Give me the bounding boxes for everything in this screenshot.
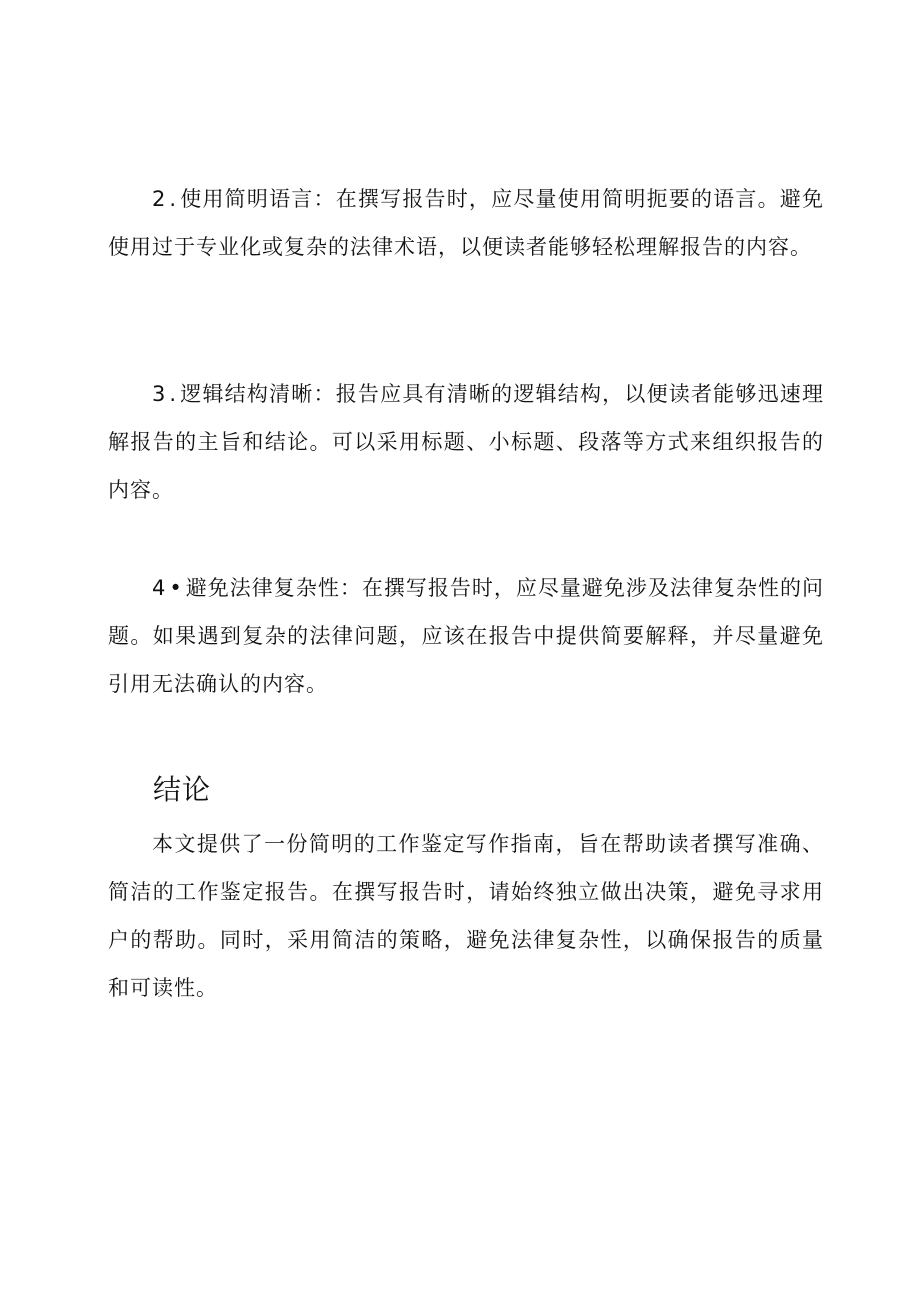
list-item-2-separator: . [169, 187, 181, 211]
list-item-4 [108, 564, 824, 708]
list-item-3-separator: . [169, 382, 181, 406]
conclusion-heading: 结论 [153, 773, 212, 806]
list-item-3-number: 3 [152, 382, 170, 406]
list-item-2-text: 使用简明语言：在撰写报告时，应尽量使用简明扼要的语言。避免使用过于专业化或复杂的法律术语，以便读者能够轻松理解报告的内容。 [108, 187, 824, 259]
list-item-4-text: 避免法律复杂性：在撰写报告时，应尽量避免涉及法律复杂性的问题。如果遇到复杂的法律问题，应该在报告中提供简要解释，并尽量避免引用无法确认的内容。 [108, 576, 824, 696]
list-item-3-text: 逻辑结构清晰：报告应具有清晰的逻辑结构，以便读者能够迅速理解报告的主旨和结论。可以采用标题、小标题、段落等方式来组织报告的内容。 [108, 382, 824, 502]
list-item-4-separator: • [169, 576, 186, 600]
conclusion-paragraph: 本文提供了一份简明的工作鉴定写作指南，旨在帮助读者撰写准确、简洁的工作鉴定报告。在撰写报告时，请始终独立做出决策，避免寻求用户的帮助。同时，采用简洁的策略，避免法律复杂性，以确保报告的质量和可读性。 [108, 832, 824, 1000]
list-item-2-number: 2 [152, 187, 170, 211]
list-item-2 [108, 175, 824, 271]
list-item-3 [108, 370, 824, 514]
list-item-4-number: 4 [152, 576, 170, 600]
